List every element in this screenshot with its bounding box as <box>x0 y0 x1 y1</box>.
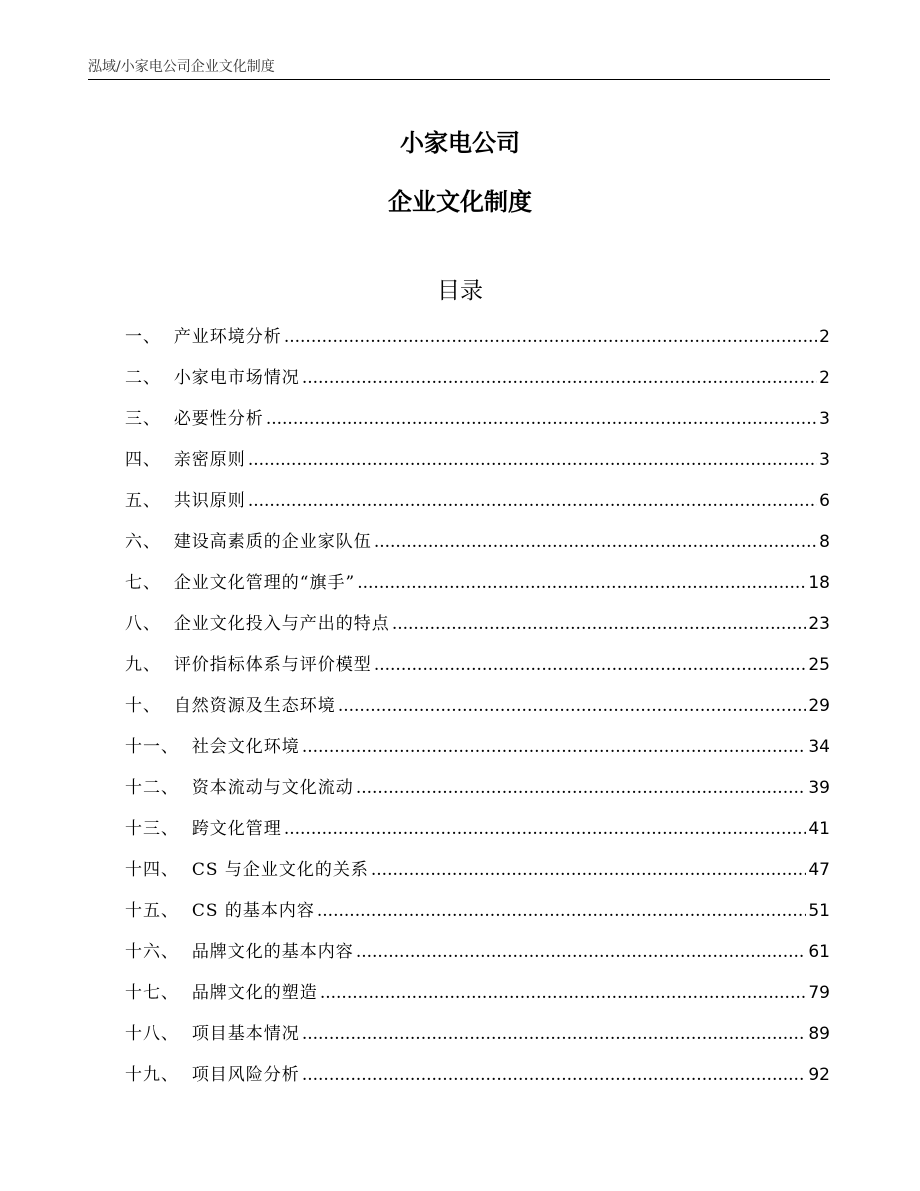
toc-heading: 目录 <box>437 278 483 304</box>
toc-entry[interactable] <box>125 814 830 855</box>
toc-dot-leader <box>338 691 807 721</box>
toc-entry-number: 十八、 <box>125 1024 179 1044</box>
header-divider <box>88 79 830 80</box>
toc-entry-page-number: 25 <box>808 655 830 675</box>
toc-entry-page-number: 47 <box>808 860 830 880</box>
toc-entry-number: 六、 <box>125 532 161 552</box>
toc-dot-leader <box>248 486 817 516</box>
toc-entry-number: 十三、 <box>125 819 179 839</box>
toc-entry-title: 资本流动与文化流动 <box>191 778 354 798</box>
toc-entry-page-number: 23 <box>808 614 830 634</box>
toc-entry-title: CS 的基本内容 <box>191 901 315 921</box>
toc-dot-leader <box>266 404 817 434</box>
toc-entry-page-number: 61 <box>808 942 830 962</box>
toc-entry-page-number: 6 <box>819 491 830 511</box>
toc-entry-page-number: 2 <box>819 327 830 347</box>
toc-dot-leader <box>356 937 807 967</box>
toc-entry-spacer <box>179 732 192 762</box>
toc-entry-title: 自然资源及生态环境 <box>173 696 336 716</box>
toc-entry-title: CS 与企业文化的关系 <box>191 860 369 880</box>
toc-dot-leader <box>302 363 817 393</box>
table-of-contents <box>125 322 830 1101</box>
toc-entry-page-number: 34 <box>808 737 830 757</box>
toc-entry[interactable] <box>125 445 830 486</box>
running-header: 泓域/小家电公司企业文化制度 <box>88 59 275 75</box>
toc-entry-title: 必要性分析 <box>173 409 264 429</box>
toc-dot-leader <box>284 814 807 844</box>
toc-entry-spacer <box>179 937 192 967</box>
toc-dot-leader <box>371 855 806 885</box>
toc-entry-spacer <box>161 691 174 721</box>
toc-dot-leader <box>374 650 807 680</box>
toc-entry-spacer <box>161 650 174 680</box>
toc-entry-number: 七、 <box>125 573 161 593</box>
toc-entry-number: 一、 <box>125 327 161 347</box>
toc-entry-title: 产业环境分析 <box>173 327 282 347</box>
toc-entry-title: 共识原则 <box>173 491 246 511</box>
toc-entry-number: 十四、 <box>125 860 179 880</box>
toc-dot-leader <box>302 1060 807 1090</box>
toc-entry[interactable] <box>125 404 830 445</box>
toc-entry-page-number: 18 <box>808 573 830 593</box>
toc-entry-number: 十九、 <box>125 1065 179 1085</box>
toc-entry-number: 五、 <box>125 491 161 511</box>
toc-entry-page-number: 41 <box>808 819 830 839</box>
toc-entry[interactable] <box>125 896 830 937</box>
toc-entry-page-number: 2 <box>819 368 830 388</box>
toc-dot-leader <box>284 322 817 352</box>
toc-entry-number: 十六、 <box>125 942 179 962</box>
toc-entry-spacer <box>161 486 174 516</box>
toc-entry-spacer <box>161 404 174 434</box>
toc-dot-leader <box>320 978 807 1008</box>
document-title-subject: 企业文化制度 <box>388 188 532 216</box>
toc-dot-leader <box>317 896 806 926</box>
toc-entry-number: 二、 <box>125 368 161 388</box>
toc-dot-leader <box>302 1019 807 1049</box>
toc-entry[interactable] <box>125 322 830 363</box>
toc-entry-number: 十二、 <box>125 778 179 798</box>
toc-entry-number: 十五、 <box>125 901 179 921</box>
toc-entry[interactable] <box>125 978 830 1019</box>
toc-entry-page-number: 8 <box>819 532 830 552</box>
toc-entry-page-number: 51 <box>808 901 830 921</box>
toc-entry-title: 品牌文化的基本内容 <box>191 942 354 962</box>
toc-entry[interactable] <box>125 609 830 650</box>
toc-entry[interactable] <box>125 527 830 568</box>
toc-entry[interactable] <box>125 1019 830 1060</box>
toc-entry-title: 亲密原则 <box>173 450 246 470</box>
toc-dot-leader <box>248 445 817 475</box>
toc-entry-page-number: 39 <box>808 778 830 798</box>
toc-entry-spacer <box>179 1019 192 1049</box>
toc-entry-spacer <box>179 855 192 885</box>
toc-entry-title: 项目基本情况 <box>191 1024 300 1044</box>
toc-entry[interactable] <box>125 732 830 773</box>
toc-dot-leader <box>357 568 806 598</box>
toc-entry-spacer <box>179 814 192 844</box>
toc-entry-spacer <box>161 609 174 639</box>
toc-entry-title: 品牌文化的塑造 <box>191 983 318 1003</box>
toc-entry[interactable] <box>125 1060 830 1101</box>
toc-entry[interactable] <box>125 773 830 814</box>
toc-entry-spacer <box>161 445 174 475</box>
toc-entry-title: 跨文化管理 <box>191 819 282 839</box>
toc-entry-title: 项目风险分析 <box>191 1065 300 1085</box>
toc-entry[interactable] <box>125 363 830 404</box>
toc-entry-spacer <box>179 773 192 803</box>
toc-entry-number: 十七、 <box>125 983 179 1003</box>
toc-entry-page-number: 89 <box>808 1024 830 1044</box>
toc-entry-page-number: 79 <box>808 983 830 1003</box>
toc-entry-number: 十、 <box>125 696 161 716</box>
toc-dot-leader <box>302 732 807 762</box>
toc-entry-page-number: 92 <box>808 1065 830 1085</box>
toc-entry-title: 建设高素质的企业家队伍 <box>173 532 372 552</box>
toc-entry-number: 九、 <box>125 655 161 675</box>
toc-entry-spacer <box>179 978 192 1008</box>
toc-entry-title: 企业文化投入与产出的特点 <box>173 614 390 634</box>
toc-entry[interactable] <box>125 855 830 896</box>
toc-dot-leader <box>374 527 817 557</box>
toc-entry-spacer <box>161 363 174 393</box>
toc-entry[interactable] <box>125 937 830 978</box>
toc-entry-title: 评价指标体系与评价模型 <box>173 655 372 675</box>
toc-dot-leader <box>356 773 807 803</box>
toc-entry[interactable] <box>125 691 830 732</box>
toc-entry-number: 八、 <box>125 614 161 634</box>
toc-entry-number: 十一、 <box>125 737 179 757</box>
toc-entry-title: 小家电市场情况 <box>173 368 300 388</box>
toc-entry[interactable] <box>125 486 830 527</box>
document-title-company: 小家电公司 <box>400 129 520 157</box>
toc-entry-spacer <box>179 896 192 926</box>
toc-entry-page-number: 3 <box>819 409 830 429</box>
toc-entry-spacer <box>179 1060 192 1090</box>
toc-entry-number: 三、 <box>125 409 161 429</box>
toc-entry-page-number: 29 <box>808 696 830 716</box>
toc-entry[interactable] <box>125 650 830 691</box>
toc-entry-spacer <box>161 322 174 352</box>
toc-entry-spacer <box>161 527 174 557</box>
toc-entry-number: 四、 <box>125 450 161 470</box>
toc-entry-spacer <box>161 568 174 598</box>
toc-entry-title: 社会文化环境 <box>191 737 300 757</box>
toc-dot-leader <box>392 609 807 639</box>
toc-entry[interactable] <box>125 568 830 609</box>
toc-entry-title: 企业文化管理的“旗手” <box>173 573 356 593</box>
toc-entry-page-number: 3 <box>819 450 830 470</box>
